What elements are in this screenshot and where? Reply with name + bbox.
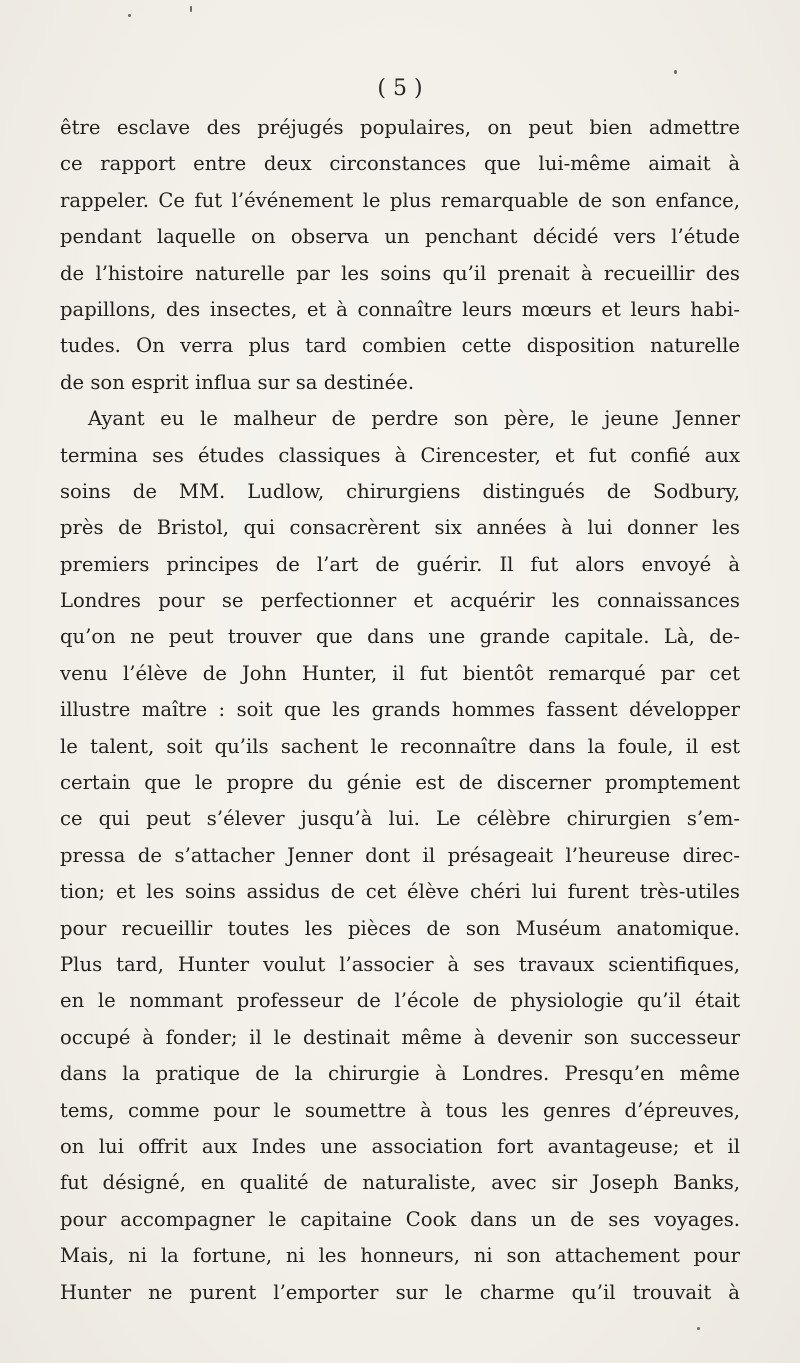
text-line: qu’on ne peut trouver que dans une grande capitale. Là, de- [60,625,740,649]
text-line: termina ses études classiques à Cirencester, et fut confié aux [60,443,740,467]
text-line: fut désigné, en qualité de naturaliste, avec sir Joseph Banks, [60,1171,740,1195]
text-line: tion; et les soins assidus de cet élève chéri lui furent très-utiles [60,880,740,904]
text-line: Plus tard, Hunter voulut l’associer à ses travaux scientifiques, [60,952,740,976]
text-line: Londres pour se perfectionner et acquérir les connaissances [60,589,740,613]
text-line: le talent, soit qu’ils sachent le reconnaître dans la foule, il est [60,734,740,758]
paper-speck [128,14,131,17]
paragraph-first-line: Ayant eu le malheur de perdre son père, le jeune Jenner [88,407,740,431]
text-line: Mais, ni la fortune, ni les honneurs, ni son attachement pour [60,1244,740,1268]
text-line: venu l’élève de John Hunter, il fut bientôt remarqué par cet [60,661,740,685]
paragraph-last-line: de son esprit influa sur sa destinée. [60,370,415,394]
text-line: papillons, des insectes, et à connaître leurs mœurs et leurs habi- [60,297,740,321]
text-line: pour accompagner le capitaine Cook dans un de ses voyages. [60,1207,740,1231]
text-line: on lui offrit aux Indes une association fort avantageuse; et il [60,1134,740,1158]
text-line: ce qui peut s’élever jusqu’à lui. Le célèbre chirurgien s’em- [60,807,740,831]
paper-speck [697,1327,700,1330]
text-line: dans la pratique de la chirurgie à Londres. Presqu’en même [60,1062,740,1086]
text-line: tems, comme pour le soumettre à tous les genres d’épreuves, [60,1098,740,1122]
text-line: ce rapport entre deux circonstances que lui-même aimait à [60,152,740,176]
body-text [60,110,740,1311]
text-line: soins de MM. Ludlow, chirurgiens distingués de Sodbury, [60,479,740,503]
text-line: Hunter ne purent l’emporter sur le charme qu’il trouvait à [60,1280,740,1304]
text-line: pendant laquelle on observa un penchant décidé vers l’étude [60,225,740,249]
text-line: de l’histoire naturelle par les soins qu’il prenait à recueillir des [60,261,740,285]
paper-speck [190,6,192,12]
text-line: tudes. On verra plus tard combien cette disposition naturelle [60,334,740,358]
text-line: pressa de s’attacher Jenner dont il présageait l’heureuse direc- [60,843,740,867]
text-line: pour recueillir toutes les pièces de son Muséum anatomique. [60,916,740,940]
text-line: rappeler. Ce fut l’événement le plus remarquable de son enfance, [60,188,740,212]
text-line: près de Bristol, qui consacrèrent six années à lui donner les [60,516,740,540]
text-line: être esclave des préjugés populaires, on peut bien admettre [60,116,740,139]
text-line: en le nommant professeur de l’école de physiologie qu’il était [60,989,740,1013]
text-line: occupé à fonder; il le destinait même à devenir son successeur [60,1025,740,1049]
text-line: certain que le propre du génie est de discerner promptement [60,771,740,795]
text-line: premiers principes de l’art de guérir. Il fut alors envoyé à [60,552,740,576]
text-line: illustre maître : soit que les grands hommes fassent développer [60,698,740,722]
paper-speck [674,70,677,74]
page-number: ( 5 ) [377,76,423,101]
